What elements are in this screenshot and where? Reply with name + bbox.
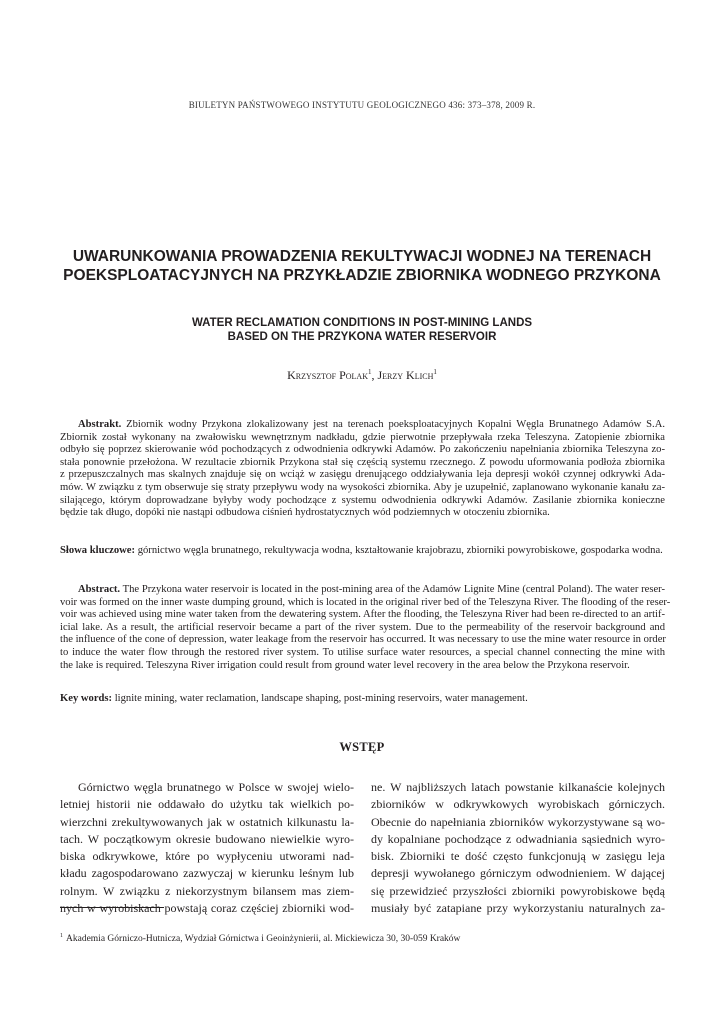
- body-line: nych w wyrobiskach powstają coraz częściej zbiorniki wod-: [60, 901, 354, 916]
- body-line: musiały być zatapiane przy wykorzystaniu naturalnych za-: [371, 901, 665, 916]
- body-line: się przewidzieć przyszłości zbiorniki powyrobiskowe będą: [371, 883, 665, 898]
- footnote-rule: [60, 907, 164, 908]
- title-polish-line: POEKSPLOATACYJNYCH NA PRZYKŁADZIE ZBIORNIKA WODNEGO PRZYKONA: [63, 267, 661, 284]
- body-line: Obecnie do napełniania zbiorników wykorzystywane są wo-: [371, 814, 665, 829]
- footnote-mark: 1: [60, 933, 63, 939]
- footnote-text: Akademia Górniczo-Hutnicza, Wydział Górnictwa i Geoinżynierii, al. Mickiewicza 30, 30-059 Kraków: [66, 934, 461, 945]
- body-column-right: [371, 779, 665, 917]
- abstract-english: [60, 584, 671, 672]
- keywords-lead: Słowa kluczowe:: [60, 545, 136, 556]
- body-line: kładu zagospodarowano zazwyczaj w kierunku leśnym lub: [60, 866, 354, 881]
- body-line: depresji wywołanego górniczym odwodnieniem. W dającej: [371, 866, 665, 881]
- title-polish: [60, 247, 664, 285]
- title-polish-line: UWARUNKOWANIA PROWADZENIA REKULTYWACJI WODNEJ NA TERENACH: [72, 248, 652, 265]
- body-line: bisk. Zbiorniki te dość często funkcjonują w zasięgu leja: [371, 849, 665, 864]
- title-english-line: WATER RECLAMATION CONDITIONS IN POST-MINING LANDS: [191, 317, 533, 329]
- abstract-line: będzie tak długo, dopóki nie nastąpi odbudowa ciśnień hydrostatycznych wód podziemnych w otoczeniu zbiornika.: [60, 507, 550, 519]
- abstract-line: z przepuszczalnych mas skalnych znajduje się on wciąż w zasięgu drenującego oddziaływania leja depresji wokół czynnej odkrywki Ada-: [60, 469, 665, 481]
- body-line: tach. W początkowym okresie budowano niewielkie wyro-: [60, 831, 354, 846]
- section-heading: WSTĘP: [339, 740, 385, 754]
- keywords-polish: [60, 545, 665, 558]
- abstract-polish: [60, 419, 665, 520]
- abstract-line: silającego, którym doprowadzane byłyby wody pochodzące z systemu odwodnienia odkrywki Adamów. Zasilanie zbiornika konieczne: [60, 494, 665, 506]
- keywords-line: Słowa kluczowe: górnictwo węgla brunatnego, rekultywacja wodna, kształtowanie krajobrazu, zbiorniki powyrobiskowe, gospodarka wodna.: [60, 545, 663, 556]
- body-line: rolnym. W związku z niekorzystnym bilansem mas ziem-: [60, 883, 354, 898]
- abstract-line: Abstrakt. Zbiornik wodny Przykona zlokalizowany jest na terenach poeksploatacyjnych Kopalni Węgla Brunatnego Adamów S.A.: [78, 419, 665, 430]
- body-line: letniej historii nie oddawało do użytku tak wielkich po-: [60, 797, 354, 812]
- body-column-left: [60, 779, 354, 917]
- body-line: Górnictwo węgla brunatnego w Polsce w swojej wielo-: [78, 780, 354, 794]
- running-head: BIULETYN PAŃSTWOWEGO INSTYTUTU GEOLOGICZNEGO 436: 373–378, 2009 R.: [188, 100, 536, 110]
- author-name: Jerzy Klich: [377, 368, 434, 382]
- abstract-line: voir was formed on the inner waste dumping ground, which is located in the original river bed of the Teleszyna River. The flooding of the reser-: [60, 596, 671, 608]
- body-line: biska odkrywkowe, które po wypłyceniu utworami nad-: [60, 849, 354, 864]
- abstract-line: voir was achieved using mine water taken from the dewatering system. After the flooding, the Teleszyna River had been re-directed to an artif-: [60, 609, 666, 621]
- abstract-line: icial lake. As a result, the artificial reservoir became a part of the river system. Due to the permeability of the reservoir background and: [60, 621, 665, 633]
- author-name: Krzysztof Polak: [287, 368, 368, 382]
- abstract-lead: Abstrakt.: [78, 419, 122, 430]
- abstract-line: the influence of the cone of depression, water leakage from the reservoir has occurred. It was necessary to use the mine water resource in order: [60, 634, 666, 646]
- author-separator: ,: [371, 368, 378, 382]
- keywords-english: [60, 693, 665, 706]
- abstract-line: odbyło się poprzez skierowanie wód pochodzących z odwodnienia odkrywki Adamów. Po zakończeniu napełniania zbiornika Teleszyna zo-: [60, 444, 665, 456]
- abstract-line: stała ponownie przełożona. W rezultacie zbiornik Przykona stał się częścią systemu rzecznego. Z powodu uformowania podłoża zbiornika: [60, 456, 665, 468]
- abstract-line: to induce the water flow through the restored river system. To utilise surface water resources, a special channel connecting the mine with: [60, 646, 665, 658]
- title-english-line: BASED ON THE PRZYKONA WATER RESERVOIR: [227, 331, 497, 343]
- title-english: [60, 316, 664, 344]
- body-line: dy kopalniane pochodzące z odwadniania sąsiednich wyro-: [371, 831, 665, 846]
- abstract-line: Zbiornik został wykonany na zwałowisku wewnętrznym nadkładu, gdzie pierwotnie przepływała rzeka Teleszyna. Zatopienie zbiornika: [60, 431, 665, 443]
- abstract-line: Abstract. The Przykona water reservoir is located in the post-mining area of the Adamów Lignite Mine (central Poland). The water reser-: [78, 584, 665, 595]
- authors: [0, 368, 724, 383]
- abstract-lead: Abstract.: [78, 584, 121, 595]
- affiliation-mark: 1: [367, 368, 372, 376]
- keywords-line: Key words: lignite mining, water reclamation, landscape shaping, post-mining reservoirs, water management.: [60, 693, 528, 704]
- affiliation-mark: 1: [433, 368, 437, 376]
- keywords-lead: Key words:: [60, 693, 113, 704]
- footnote: [60, 933, 460, 944]
- body-line: zbiorników w odkrywkowych wyrobiskach górniczych.: [371, 797, 665, 812]
- abstract-line: mów. W związku z tym obserwuje się straty przepływu wody na wysokości zbiornika. Aby je uzupełnić, zaplanowano wykonanie kanału za-: [60, 481, 665, 493]
- abstract-line: the lake is required. Teleszyna River irrigation could result from ground water level recovery in the area below the Przykona reservoir.: [60, 659, 630, 671]
- body-line: ne. W najbliższych latach powstanie kilkanaście kolejnych: [371, 780, 665, 794]
- body-line: wierzchni zrekultywowanych jak w ostatnich kilkunastu la-: [60, 814, 354, 829]
